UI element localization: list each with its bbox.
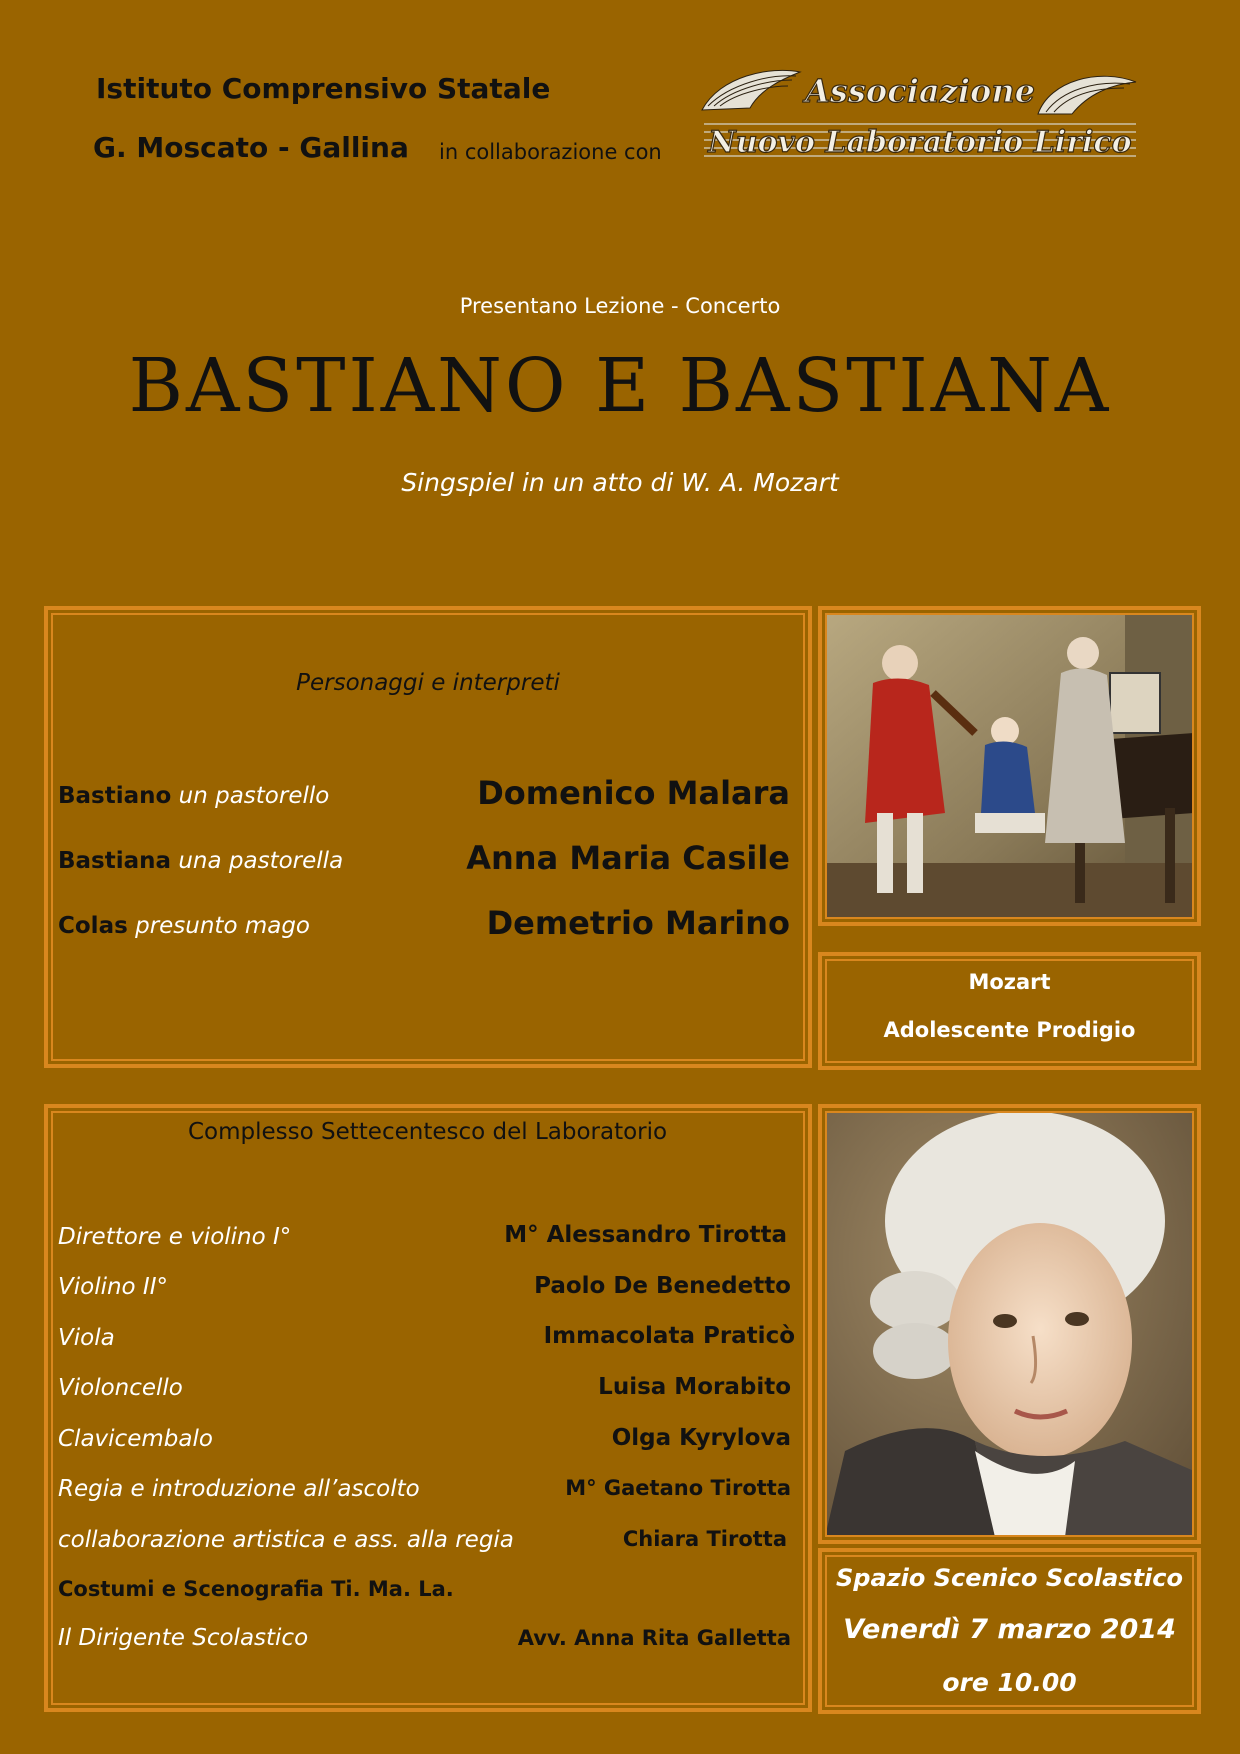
role-description: presunto mago [135,913,311,939]
cast-role-bastiana [58,848,343,874]
school-name-line1: Istituto Comprensivo Statale [96,72,551,105]
school-name-line2: G. Moscato - Gallina [93,131,409,164]
mozart-portrait-painting [825,1111,1194,1537]
ensemble-role-1: Direttore e violino I° [58,1224,292,1250]
cast-performer-1: Domenico Malara [477,774,790,812]
ensemble-role-8: Costumi e Scenografia Ti. Ma. La. [58,1577,454,1601]
ensemble-name-2: Paolo De Benedetto [534,1273,791,1299]
caption-line2: Adolescente Prodigio [883,1018,1136,1042]
caption-box [818,952,1201,1070]
ensemble-name-6: M° Gaetano Tirotta [565,1476,791,1500]
ensemble-role-4: Violoncello [58,1375,183,1401]
presentation-line: Presentano Lezione - Concerto [459,294,781,318]
ensemble-name-1: M° Alessandro Tirotta [504,1222,787,1248]
event-time: ore 10.00 [942,1668,1077,1697]
ensemble-role-9: Il Dirigente Scolastico [58,1625,309,1651]
painting-frame-portrait [818,1104,1201,1544]
ensemble-name-4: Luisa Morabito [598,1374,791,1400]
ensemble-name-5: Olga Kyrylova [611,1425,791,1451]
ensemble-role-5: Clavicembalo [58,1426,213,1452]
page-title: BASTIANO E BASTIANA [128,343,1112,429]
association-logo [700,62,1140,166]
caption-line1: Mozart [968,970,1051,994]
ensemble-role-6: Regia e introduzione all’ascolto [58,1476,420,1502]
ensemble-role-2: Violino II° [58,1274,169,1300]
role-name: Bastiano [58,783,172,809]
role-description: una pastorella [178,848,344,874]
mozart-family-painting [825,613,1194,919]
cast-performer-3: Demetrio Marino [486,904,790,942]
subtitle: Singspiel in un atto di W. A. Mozart [401,468,839,497]
cast-role-colas [58,913,310,939]
event-date: Venerdì 7 marzo 2014 [843,1614,1176,1645]
ensemble-heading: Complesso Settecentesco del Laboratorio [188,1119,668,1145]
ensemble-name-7: Chiara Tirotta [622,1527,787,1551]
event-box [818,1548,1201,1714]
feather-quill-icon [700,62,1140,166]
role-name: Bastiana [58,848,172,874]
ensemble-role-3: Viola [58,1325,115,1351]
ensemble-box [44,1104,812,1712]
role-description: un pastorello [178,783,330,809]
cast-heading: Personaggi e interpreti [296,670,560,696]
ensemble-name-9: Avv. Anna Rita Galletta [517,1626,791,1650]
painting-frame-family [818,606,1201,926]
cast-role-bastiano [58,783,329,809]
logo-line1: Associazione [805,72,1035,110]
logo-line2: Nuovo Laboratorio Lirico [708,125,1132,160]
event-venue: Spazio Scenico Scolastico [836,1564,1183,1592]
collaboration-text: in collaborazione con [439,140,662,164]
cast-performer-2: Anna Maria Casile [466,839,790,877]
ensemble-name-3: Immacolata Praticò [543,1323,795,1349]
ensemble-role-7: collaborazione artistica e ass. alla regia [58,1527,514,1553]
role-name: Colas [58,913,128,939]
